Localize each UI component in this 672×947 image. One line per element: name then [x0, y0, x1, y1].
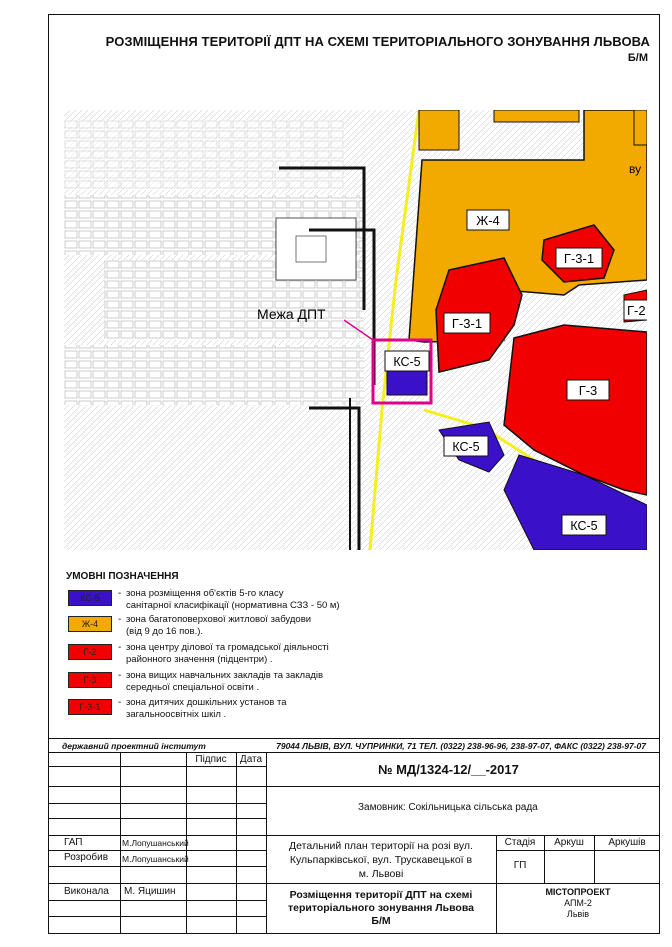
- stage-value: ГП: [513, 860, 527, 871]
- zone-label-g31-center: Г-3-1: [451, 316, 483, 331]
- name-gap: М.Лопушанський: [122, 838, 189, 848]
- date-header: Дата: [239, 754, 263, 765]
- boundary-label: Межа ДПТ: [257, 306, 326, 322]
- legend-item-g31: Г-3-1 - зона дитячих дошкільних установ та загальноосвітніх шкіл .: [68, 697, 368, 719]
- zoning-map-svg: [64, 110, 647, 550]
- sheet-header: Аркуш: [554, 837, 584, 848]
- zone-zh4-top: [419, 110, 459, 150]
- role-performer: Виконала: [64, 886, 109, 897]
- parcel-building: [276, 218, 356, 280]
- legend-swatch: Ж-4: [68, 616, 112, 632]
- drawing-title: Розміщення території ДПТ на схемі територіального зонування Львова Б/М: [287, 889, 475, 927]
- stage-header: Стадія: [504, 837, 536, 848]
- zone-zh4-top: [494, 110, 579, 122]
- legend-swatch: КС-5: [68, 590, 112, 606]
- zone-label-g3: Г-3: [578, 383, 598, 398]
- zoning-map: [64, 110, 647, 550]
- institute-address: 79044 ЛЬВІВ, ВУЛ. ЧУПРИНКИ, 71 ТЕЛ. (0322) 238-96-96, 238-97-07, ФАКС (0322) 238-97-07: [276, 741, 646, 751]
- legend-item-ks5: КС-5 - зона розміщення об'єктів 5-го класу санітарної класифікації (нормативна СЗЗ - 50 м): [68, 588, 368, 610]
- legend-item-zh4: Ж-4 - зона багатоповерхової житлової забудови (від 9 до 16 пов.).: [68, 614, 368, 636]
- role-developer: Розробив: [64, 852, 109, 863]
- signature-header: Підпис: [195, 754, 227, 765]
- zone-label-g31-top: Г-3-1: [563, 251, 595, 266]
- name-developer: М.Лопушанський: [122, 854, 189, 864]
- page-title: РОЗМІЩЕННЯ ТЕРИТОРІЇ ДПТ НА СХЕМІ ТЕРИТОРІАЛЬНОГО ЗОНУВАННЯ ЛЬВОВА: [105, 34, 650, 49]
- legend-item-g2: Г-2 - зона центру ділової та громадської діяльності районного значення (підцентри) .: [68, 642, 368, 664]
- legend-swatch: Г-3-1: [68, 699, 112, 715]
- organization: МІСТОПРОЕКТ АПМ-2 Львів: [545, 887, 611, 919]
- project-name: Детальний план території на розі вул. Кульпарківської, вул. Трускавецької в м. Львові: [289, 840, 473, 880]
- zone-label-zh4: Ж-4: [476, 213, 500, 228]
- document-number: № МД/1324-12/__-2017: [378, 762, 519, 777]
- legend-title: УМОВНІ ПОЗНАЧЕННЯ: [66, 571, 179, 582]
- scale-note: Б/М: [627, 52, 648, 64]
- parcel-block: [64, 345, 364, 405]
- institute-label: державний проектний інститут: [62, 741, 206, 751]
- zone-zh4-top: [634, 110, 647, 145]
- name-performer: М. Яцишин: [124, 886, 176, 897]
- zone-label-ks5-middle: КС-5: [452, 440, 480, 454]
- legend-swatch: Г-3: [68, 672, 112, 688]
- sheets-header: Аркушів: [608, 837, 646, 848]
- zone-label-g2: Г-2: [627, 303, 646, 318]
- parcel-block: [64, 120, 344, 190]
- legend-item-g3: Г-3 - зона вищих навчальних закладів та закладів середньої спеціальної освіти .: [68, 670, 368, 692]
- zone-label-ks5-bottom: КС-5: [570, 519, 598, 533]
- legend-swatch: Г-2: [68, 644, 112, 660]
- client-name: Замовник: Сокільницька сільська рада: [358, 802, 538, 813]
- zone-label-ks5-boundary: КС-5: [393, 355, 421, 369]
- role-gap: ГАП: [64, 837, 83, 848]
- street-label: ву: [629, 162, 642, 176]
- title-block: [48, 738, 660, 934]
